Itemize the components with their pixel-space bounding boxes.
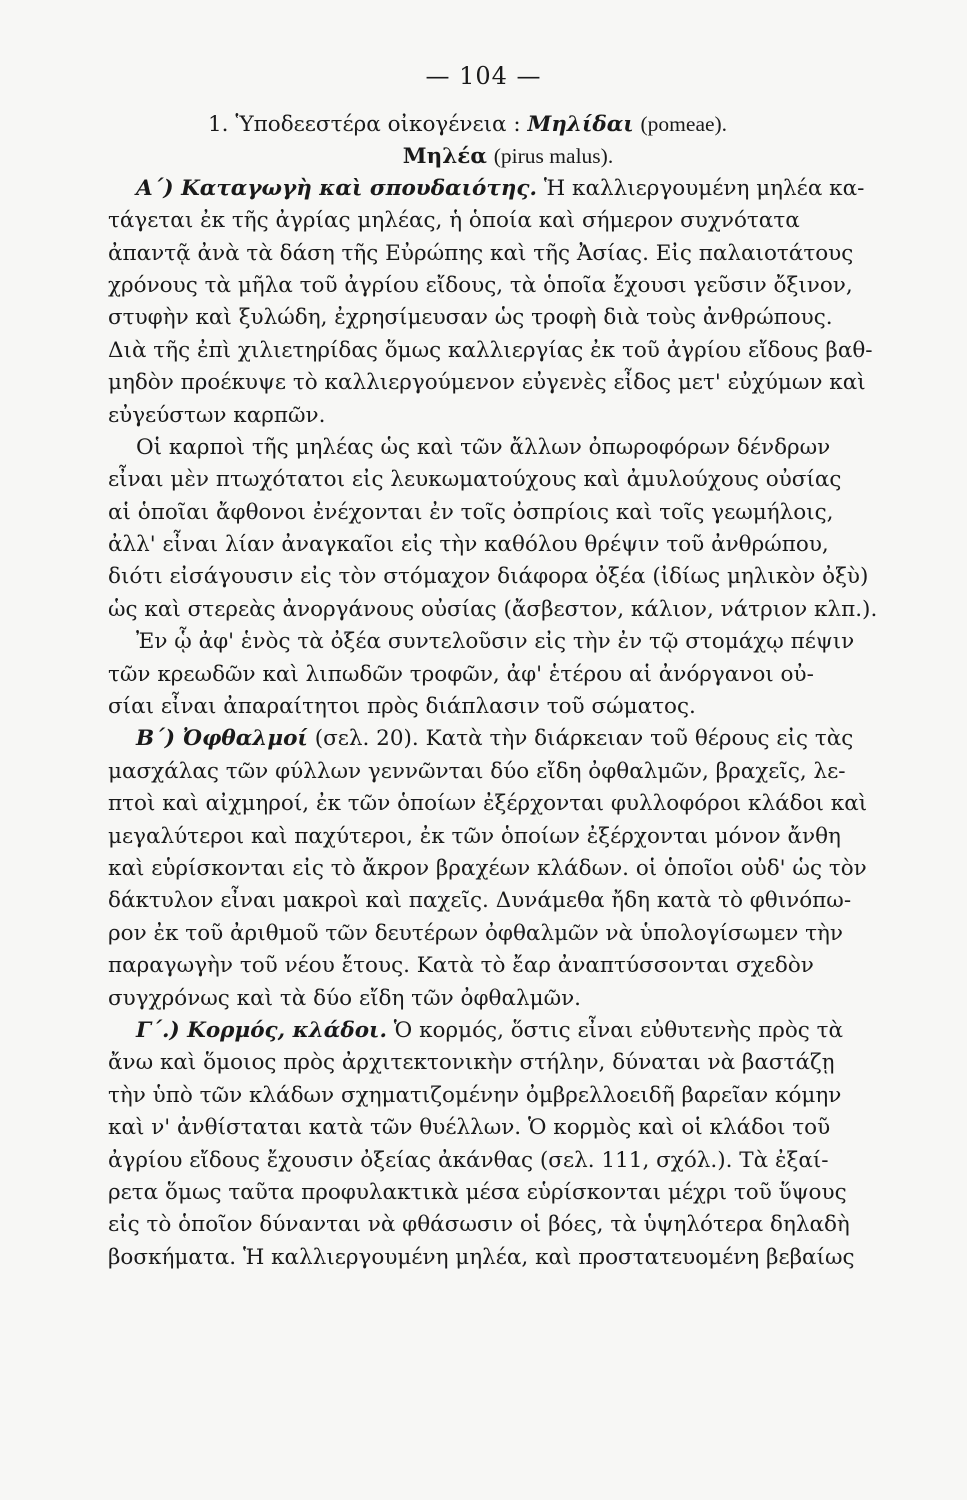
section-a-line: χρόνους τὰ μῆλα τοῦ ἀγρίου εἴδους, τὰ ὁποῖα ἔχουσι γεῦσιν ὄξινον, bbox=[108, 272, 853, 298]
section-b-line-0: Κατὰ τὴν διάρκειαν τοῦ θέρους εἰς τὰς bbox=[425, 726, 854, 752]
subfamily-prefix: 1. Ὑποδεεστέρα οἰκογένεια : bbox=[208, 112, 521, 137]
section-c-line-0: Ὁ κορμός, ὅστις εἶναι εὐθυτενὴς πρὸς τὰ bbox=[393, 1017, 844, 1043]
section-a-line: εὐγεύστων καρπῶν. bbox=[108, 402, 326, 428]
section-a-line-0: Ἡ καλλιεργουμένη μηλέα κα- bbox=[543, 175, 865, 201]
section-b-line: πτοὶ καὶ αἰχμηροί, ἐκ τῶν ὁποίων ἐξέρχονται φυλλοφόροι κλάδοι καὶ bbox=[108, 791, 868, 817]
section-b-label: Β΄) Ὀφθαλμοί bbox=[136, 726, 308, 752]
section-c-label: Γ΄.) Κορμός, κλάδοι. bbox=[136, 1017, 387, 1043]
section-c-line: βοσκήματα. Ἡ καλλιεργουμένη μηλέα, καὶ προστατευομένη βεβαίως bbox=[108, 1244, 855, 1270]
species-latin: (pirus malus). bbox=[493, 144, 614, 169]
paragraph-2-line: Οἱ καρποὶ τῆς μηλέας ὡς καὶ τῶν ἄλλων ὀπωροφόρων δένδρων bbox=[136, 434, 831, 460]
paragraph-2-line: διότι εἰσάγουσιν εἰς τὸν στόμαχον διάφορα ὀξέα (ἰδίως μηλικὸν ὀξὺ) bbox=[108, 564, 869, 590]
section-a-first-line bbox=[108, 173, 908, 205]
subfamily-latin: (pomeae). bbox=[640, 112, 728, 136]
paragraph-2-line: εἶναι μὲν πτωχότατοι εἰς λευκωματούχους καὶ ἀμυλούχους οὐσίας bbox=[108, 467, 842, 493]
section-b-line: δάκτυλον εἶναι μακροὶ καὶ παχεῖς. Δυνάμεθα ἤδη κατὰ τὸ φθινόπω- bbox=[108, 888, 852, 914]
section-b-line: μεγαλύτεροι καὶ παχύτεροι, ἐκ τῶν ὁποίων ἐξέρχονται μόνον ἄνθη bbox=[108, 823, 841, 849]
paragraph-2-line: ἀλλ' εἶναι λίαν ἀναγκαῖοι εἰς τὴν καθόλου θρέψιν τοῦ ἀνθρώπου, bbox=[108, 532, 829, 558]
paragraph-2-line: αἱ ὁποῖαι ἄφθονοι ἐνέχονται ἐν τοῖς ὀσπρίοις καὶ τοῖς γεωμήλοις, bbox=[108, 499, 834, 525]
section-a-line: στυφὴν καὶ ξυλώδη, ἐχρησίμευσαν ὡς τροφὴ διὰ τοὺς ἀνθρώπους. bbox=[108, 305, 833, 331]
section-c-first-line bbox=[108, 1015, 908, 1047]
section-b-line: παραγωγὴν τοῦ νέου ἔτους. Κατὰ τὸ ἔαρ ἀναπτύσσονται σχεδὸν bbox=[108, 953, 814, 979]
section-b-first-line bbox=[108, 723, 908, 755]
section-a-line: Διὰ τῆς ἐπὶ χιλιετηρίδας ὅμως καλλιεργίας ἐκ τοῦ ἀγρίου εἴδους βαθ- bbox=[108, 337, 873, 363]
section-c-line: ἄνω καὶ ὅμοιος πρὸς ἀρχιτεκτονικὴν στήλην, δύναται νὰ βαστάζῃ bbox=[108, 1050, 835, 1076]
section-c-line: εἰς τὸ ὁποῖον δύνανται νὰ φθάσωσιν οἱ βόες, τὰ ὑψηλότερα δηλαδὴ bbox=[108, 1212, 850, 1238]
section-b-ref: (σελ. 20). bbox=[314, 726, 419, 752]
section-a-line: τάγεται ἐκ τῆς ἀγρίας μηλέας, ἡ ὁποία καὶ σήμερον συχνότατα bbox=[108, 208, 800, 234]
section-a-line: ἀπαντᾷ ἀνὰ τὰ δάση τῆς Εὐρώπης καὶ τῆς Ἀσίας. Εἰς παλαιοτάτους bbox=[108, 240, 854, 266]
section-c-line: καὶ ν' ἀνθίσταται κατὰ τῶν θυέλλων. Ὁ κορμὸς καὶ οἱ κλάδοι τοῦ bbox=[108, 1115, 831, 1141]
paragraph-2-line: Ἐν ᾧ ἀφ' ἑνὸς τὰ ὀξέα συντελοῦσιν εἰς τὴν ἐν τῷ στομάχῳ πέψιν bbox=[136, 629, 855, 655]
page-number: — 104 — bbox=[425, 62, 542, 90]
subfamily-name: Μηλίδαι bbox=[527, 112, 634, 137]
section-b-line: μασχάλας τῶν φύλλων γεννῶνται δύο εἴδη ὀφθαλμῶν, βραχεῖς, λε- bbox=[108, 758, 846, 784]
section-c-line: ἀγρίου εἴδους ἔχουσιν ὀξείας ἀκάνθας (σελ. 111, σχόλ.). Τὰ ἐξαί- bbox=[108, 1147, 829, 1173]
page-body bbox=[108, 108, 908, 1274]
section-c-line: τὴν ὑπὸ τῶν κλάδων σχηματιζομένην ὀμβρελλοειδῆ βαρεῖαν κόμην bbox=[108, 1082, 842, 1108]
section-c-line: ρετα ὅμως ταῦτα προφυλακτικὰ μέσα εὑρίσκονται μέχρι τοῦ ὕψους bbox=[108, 1179, 847, 1205]
subfamily-heading bbox=[108, 108, 908, 140]
section-a-line: μηδὸν προέκυψε τὸ καλλιεργούμενον εὐγενὲς εἶδος μετ' εὐχύμων καὶ bbox=[108, 370, 866, 396]
section-a-label: Α΄) Καταγωγὴ καὶ σπουδαιότης. bbox=[136, 175, 538, 201]
species-heading bbox=[108, 140, 908, 172]
species-name: Μηλέα bbox=[402, 144, 487, 170]
section-b-line: ρον ἐκ τοῦ ἀριθμοῦ τῶν δευτέρων ὀφθαλμῶν νὰ ὑπολογίσωμεν τὴν bbox=[108, 920, 843, 946]
paragraph-2-line: ὡς καὶ στερεὰς ἀνοργάνους οὐσίας (ἄσβεστον, κάλιον, νάτριον κλπ.). bbox=[108, 596, 878, 622]
paragraph-2-line: τῶν κρεωδῶν καὶ λιπωδῶν τροφῶν, ἀφ' ἑτέρου αἱ ἀνόργανοι οὐ- bbox=[108, 661, 814, 687]
section-b-line: καὶ εὑρίσκονται εἰς τὸ ἄκρον βραχέων κλάδων. οἱ ὁποῖοι οὐδ' ὡς τὸν bbox=[108, 855, 867, 881]
paragraph-2-line: σίαι εἶναι ἀπαραίτητοι πρὸς διάπλασιν τοῦ σώματος. bbox=[108, 694, 696, 720]
section-b-line: συγχρόνως καὶ τὰ δύο εἴδη τῶν ὀφθαλμῶν. bbox=[108, 985, 581, 1011]
